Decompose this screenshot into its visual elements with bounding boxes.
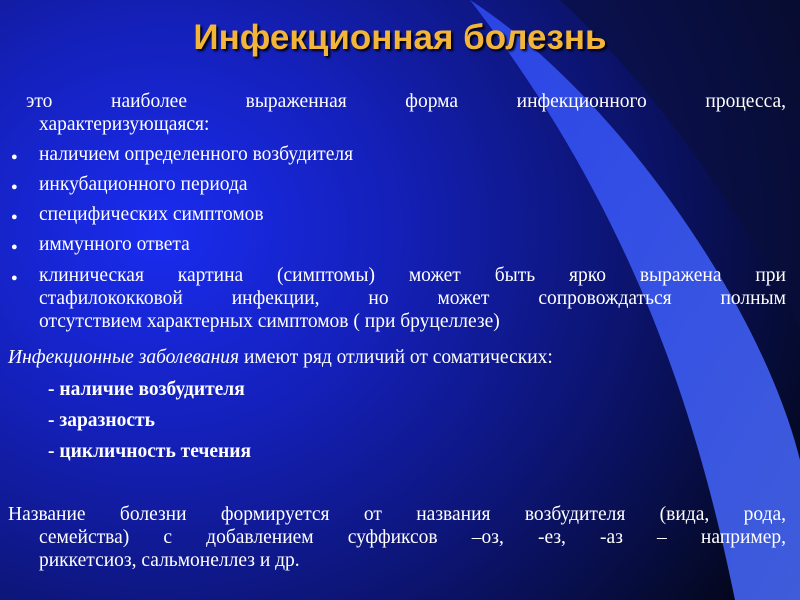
difference-item-cyclic: - цикличность течения (48, 441, 252, 462)
naming-line-1: Название болезни формируется от названия возбудителя (вида, рода, (8, 504, 786, 525)
bullet-item-pathogen: наличием определенного возбудителя (39, 144, 354, 165)
bullet-item-symptoms: специфических симптомов (39, 204, 264, 225)
bullet-icon: ● (11, 241, 18, 253)
bullet-icon: ● (11, 272, 18, 284)
intro-line-1: это наиболее выраженная форма инфекционного процесса, (26, 91, 786, 112)
bullet-item-incubation: инкубационного периода (39, 174, 248, 195)
bullet-icon: ● (11, 211, 18, 223)
bullet-icon: ● (11, 181, 18, 193)
naming-line-3: риккетсиоз, сальмонеллез и др. (39, 550, 300, 571)
clinical-line-2: стафилококковой инфекции, но может сопровождаться полным (39, 288, 786, 309)
naming-line-2: семейства) с добавлением суффиксов –оз, -ез, -аз – например, (39, 527, 786, 548)
bullet-icon: ● (11, 151, 18, 163)
intro-line-2: характеризующаяся: (39, 114, 210, 135)
difference-item-contagious: - заразность (48, 410, 155, 431)
clinical-line-3: отсутствием характерных симптомов ( при бруцеллезе) (39, 311, 500, 332)
difference-item-pathogen: - наличие возбудителя (48, 379, 245, 400)
differences-italic: Инфекционные заболевания (8, 347, 240, 368)
slide-title: Инфекционная болезнь (193, 18, 607, 57)
differences-heading (8, 346, 553, 369)
bullet-item-immune: иммунного ответа (39, 234, 190, 255)
clinical-line-1: клиническая картина (симптомы) может быть ярко выражена при (39, 265, 786, 286)
differences-rest: имеют ряд отличий от соматических: (239, 347, 553, 368)
